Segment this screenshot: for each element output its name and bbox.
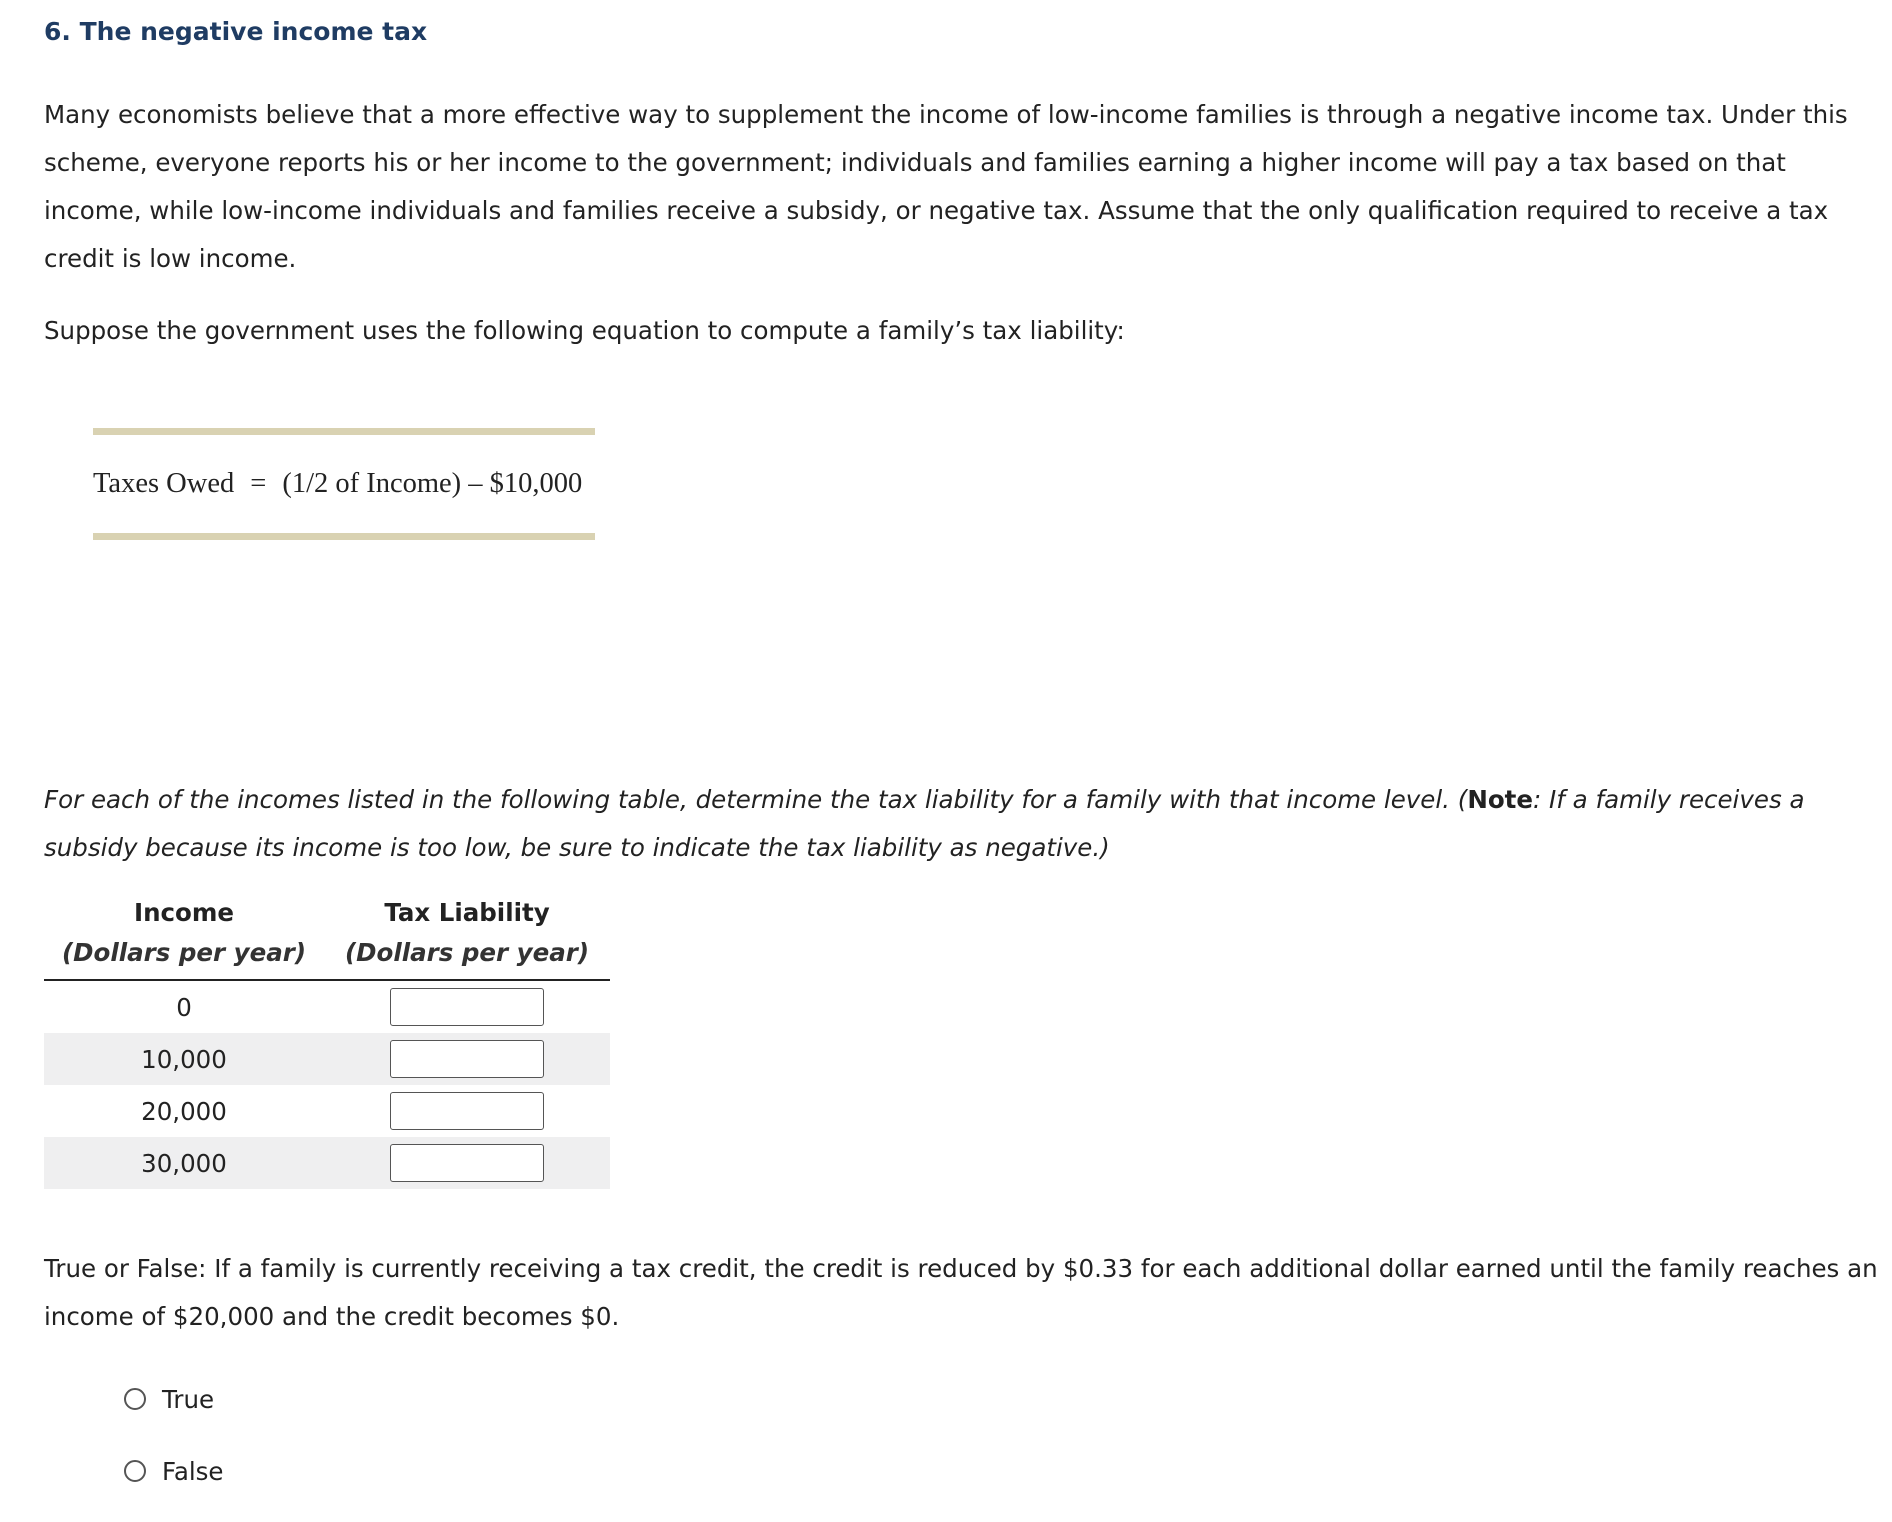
income-cell: 30,000 [141,1148,227,1178]
income-cell: 0 [176,992,192,1022]
false-radio-button[interactable] [124,1460,146,1482]
question-title: 6. The negative income tax [44,17,428,46]
income-header-units: (Dollars per year) [61,938,307,967]
tax-liability-input-0[interactable] [390,988,544,1026]
tax-header-title: Tax Liability [384,898,550,927]
table-header [44,893,610,981]
tax-liability-table [44,893,610,1189]
note-label: Note [1467,785,1533,814]
tax-liability-input-20000[interactable] [390,1092,544,1130]
table-row [44,1085,610,1137]
tax-cell [324,1144,610,1182]
tax-cell [324,988,610,1026]
table-row [44,1033,610,1085]
tax-header-units: (Dollars per year) [344,938,590,967]
tax-liability-column-header [324,893,610,979]
answer-options [124,1378,224,1522]
table-instructions [44,776,1884,872]
instructions-text-start: For each of the incomes listed in the following table, determine the tax liability for a family with that income level. ( [44,785,1468,814]
intro-paragraph: Many economists believe that a more effective way to supplement the income of low-income families is through a negative income tax. Under this scheme, everyone reports his or her income to the government; individuals and families earning a higher income will pay a tax based on that income, while low-income individuals and families receive a subsidy, or negative tax. Assume that the only qualification required to receive a tax credit is low income. [44,100,1848,273]
equation-intro-text: Suppose the government uses the following equation to compute a family’s tax liability: [44,316,1125,345]
income-column-header [44,893,324,979]
true-false-question: True or False: If a family is currently receiving a tax credit, the credit is reduced by $0.33 for each additional dollar earned until the family reaches an income of $20,000 and the credit becomes $0. [44,1254,1878,1331]
tax-cell [324,1040,610,1078]
equation-top-rule [93,428,595,435]
tax-cell [324,1092,610,1130]
tax-equation [93,435,595,533]
equation-lhs: Taxes Owed [93,468,235,499]
option-true-label[interactable]: True [162,1384,215,1414]
equation-rhs: (1/2 of Income) – $10,000 [282,468,583,499]
income-header-title: Income [133,898,235,927]
table-row [44,1137,610,1189]
option-false[interactable] [124,1450,224,1492]
tax-liability-input-30000[interactable] [390,1144,544,1182]
equation-equals: = [250,468,267,499]
income-cell: 10,000 [141,1044,227,1074]
income-cell: 20,000 [141,1096,227,1126]
true-radio-button[interactable] [124,1388,146,1410]
instructions-text-end: : If a family receives a subsidy because its income is too low, be sure to indicate the tax liability as negative.) [44,785,1805,862]
tax-liability-input-10000[interactable] [390,1040,544,1078]
option-false-label[interactable]: False [162,1456,224,1486]
equation-box [93,428,595,540]
table-row [44,981,610,1033]
option-true[interactable] [124,1378,224,1420]
equation-bottom-rule [93,533,595,540]
